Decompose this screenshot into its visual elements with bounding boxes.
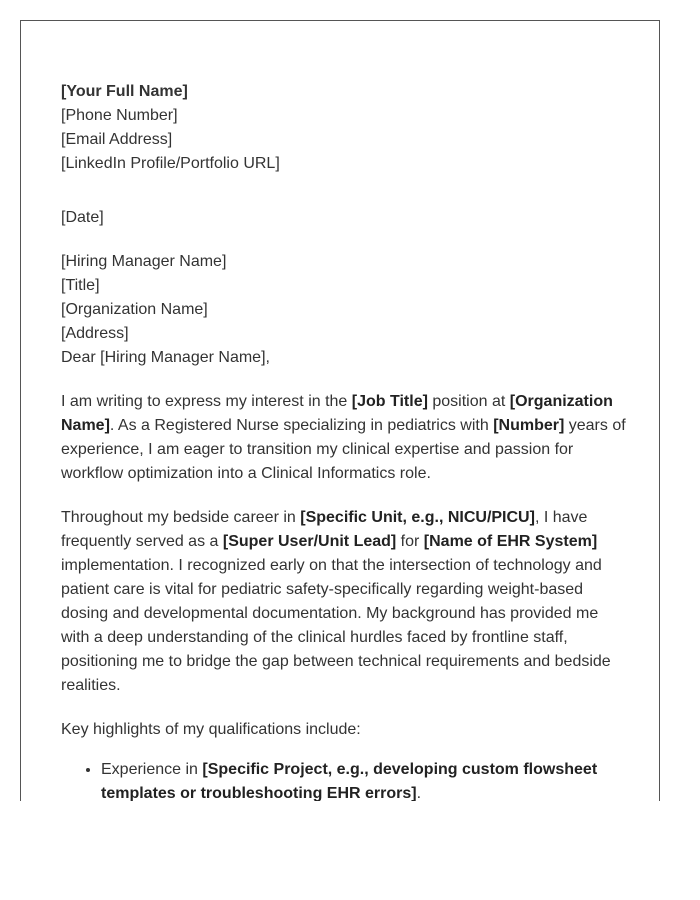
letter-content <box>61 80 629 801</box>
recipient-address: [Address] <box>61 325 129 342</box>
text: implementation. I recognized early on that the intersection of technology and patient care is vital for pediatric safety-specifically regarding weight-based dosing and developmental documentation. My background has provided me with a deep understanding of the clinical hurdles faced by frontline staff, positioning me to bridge the gap between technical requirements and bedside realities. <box>61 557 611 694</box>
salutation: Dear [Hiring Manager Name], <box>61 349 270 366</box>
recipient-manager-name: [Hiring Manager Name] <box>61 253 227 270</box>
text: Throughout my bedside career in <box>61 509 301 526</box>
text: position at <box>427 393 510 410</box>
paragraph-experience <box>61 506 629 698</box>
role-placeholder: [Super User/Unit Lead] <box>222 533 397 550</box>
recipient-organization: [Organization Name] <box>61 301 208 318</box>
project-placeholder: [Specific Project, e.g., developing custom flowsheet templates or troubleshooting EHR errors] <box>101 761 598 801</box>
sender-email: [Email Address] <box>61 131 173 148</box>
unit-placeholder: [Specific Unit, e.g., NICU/PICU] <box>300 509 535 526</box>
job-title-placeholder: [Job Title] <box>351 393 428 410</box>
letter-date: [Date] <box>61 209 104 226</box>
text: Experience in <box>101 761 203 778</box>
letter-page <box>20 20 660 801</box>
years-placeholder: [Number] <box>493 417 565 434</box>
text: for <box>396 533 424 550</box>
ehr-system-placeholder: [Name of EHR System] <box>423 533 598 550</box>
organization-placeholder: [Organization Name] <box>61 393 613 434</box>
highlights-list <box>61 758 629 801</box>
recipient-title: [Title] <box>61 277 100 294</box>
sender-linkedin: [LinkedIn Profile/Portfolio URL] <box>61 155 280 172</box>
sender-block <box>61 80 629 176</box>
text: . As a Registered Nurse specializing in pediatrics with <box>109 417 494 434</box>
text: I am writing to express my interest in the <box>61 393 352 410</box>
text: years of experience, I am eager to transition my clinical expertise and passion for workflow optimization into a Clinical Informatics role. <box>61 417 626 482</box>
text: . <box>416 785 422 801</box>
list-item <box>101 758 629 801</box>
sender-name: [Your Full Name] <box>61 83 188 100</box>
recipient-block <box>61 250 629 370</box>
text: , I have frequently served as a <box>61 509 588 550</box>
sender-phone: [Phone Number] <box>61 107 178 124</box>
highlights-intro: Key highlights of my qualifications include: <box>61 721 361 738</box>
paragraph-intro <box>61 390 629 486</box>
